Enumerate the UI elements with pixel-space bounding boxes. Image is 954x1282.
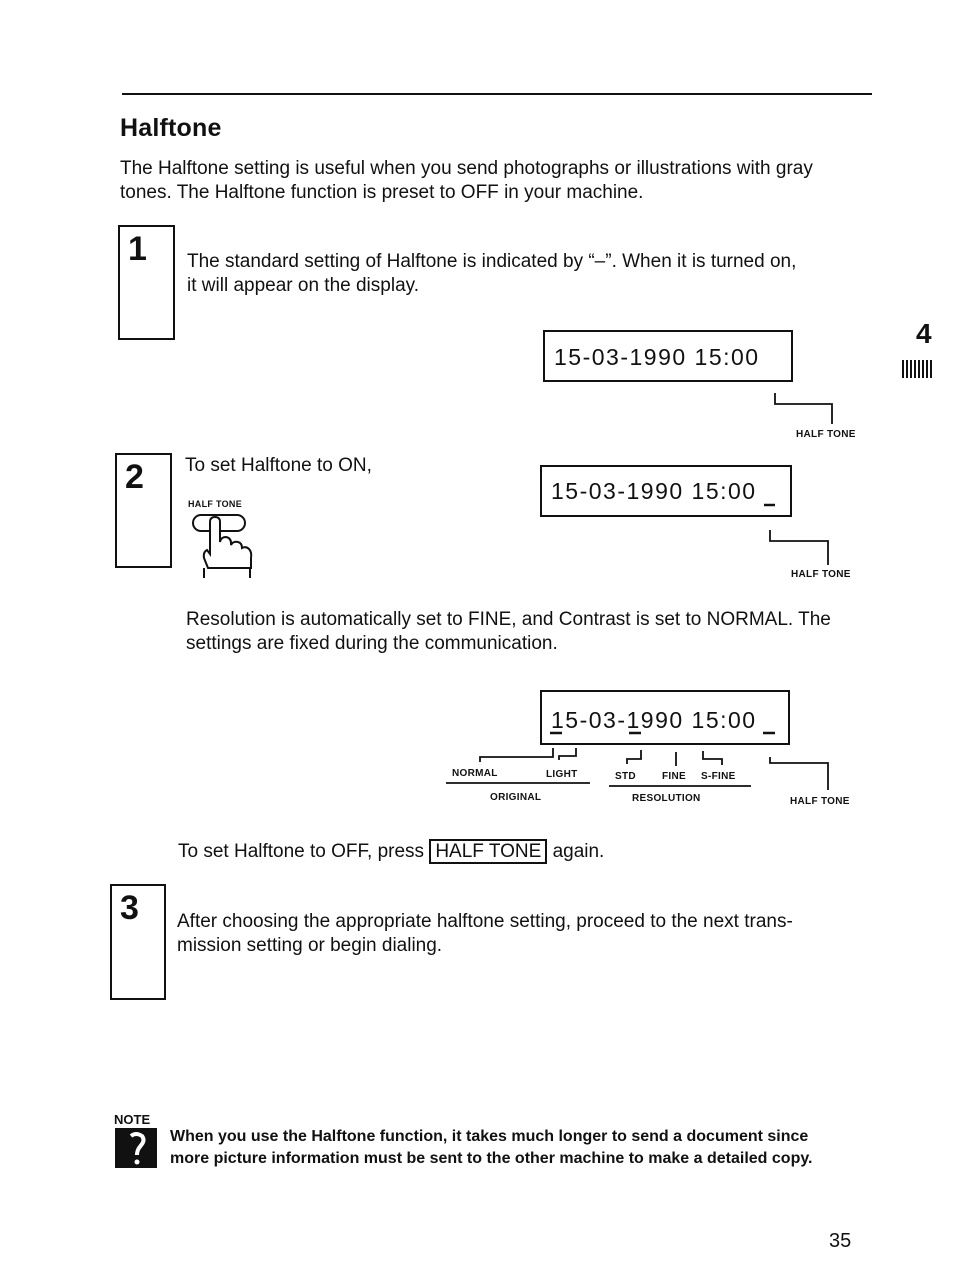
step-1-line: it will appear on the display. (187, 275, 419, 296)
section-title: Halftone (120, 114, 222, 142)
intro-line: tones. The Halftone function is preset to OFF in your machine. (120, 182, 644, 203)
halftone-off-prefix: To set Halftone to OFF, press (178, 841, 425, 862)
label-resolution: RESOLUTION (632, 793, 701, 804)
display-standard-label: HALF TONE (796, 429, 856, 440)
half-tone-key-caption: HALF TONE (188, 499, 243, 509)
step-3-line: mission setting or begin dialing. (177, 935, 443, 956)
page-number: 35 (829, 1230, 852, 1252)
display-halftone-on-label: HALF TONE (791, 569, 851, 580)
display-fixed-settings-text: 15-03-1990 15:00 (551, 707, 757, 733)
step-1-line: The standard setting of Halftone is indicated by “–”. When it is turned on, (187, 251, 797, 272)
note-line: When you use the Halftone function, it takes much longer to send a document since (170, 1128, 809, 1145)
step-3-number: 3 (120, 889, 139, 927)
half-tone-key[interactable]: HALF TONE (429, 839, 547, 864)
display-standard-text: 15-03-1990 15:00 (554, 344, 760, 370)
step-2-number: 2 (125, 458, 144, 496)
note-label: NOTE (114, 1112, 151, 1127)
label-light: LIGHT (546, 769, 578, 780)
chapter-tab-number: 4 (916, 318, 932, 349)
label-normal: NORMAL (452, 768, 498, 779)
step-3-line: After choosing the appropriate halftone setting, proceed to the next trans- (177, 911, 793, 932)
note-line: more picture information must be sent to the other machine to make a detailed copy. (170, 1150, 813, 1167)
step-1-number: 1 (128, 230, 147, 268)
step-2-note-line: settings are fixed during the communication. (186, 633, 558, 654)
label-std: STD (615, 771, 636, 782)
label-fine: FINE (662, 771, 686, 782)
step-2-instruction: To set Halftone to ON, (185, 455, 372, 476)
label-original: ORIGINAL (490, 792, 542, 803)
label-sfine: S-FINE (701, 771, 736, 782)
display-halftone-on-text: 15-03-1990 15:00 (551, 478, 757, 504)
intro-line: The Halftone setting is useful when you send photographs or illustrations with gray (120, 158, 813, 179)
halftone-off-suffix: again. (552, 841, 605, 862)
label-half-tone: HALF TONE (790, 796, 850, 807)
step-2-note-line: Resolution is automatically set to FINE, and Contrast is set to NORMAL. The (186, 609, 831, 630)
